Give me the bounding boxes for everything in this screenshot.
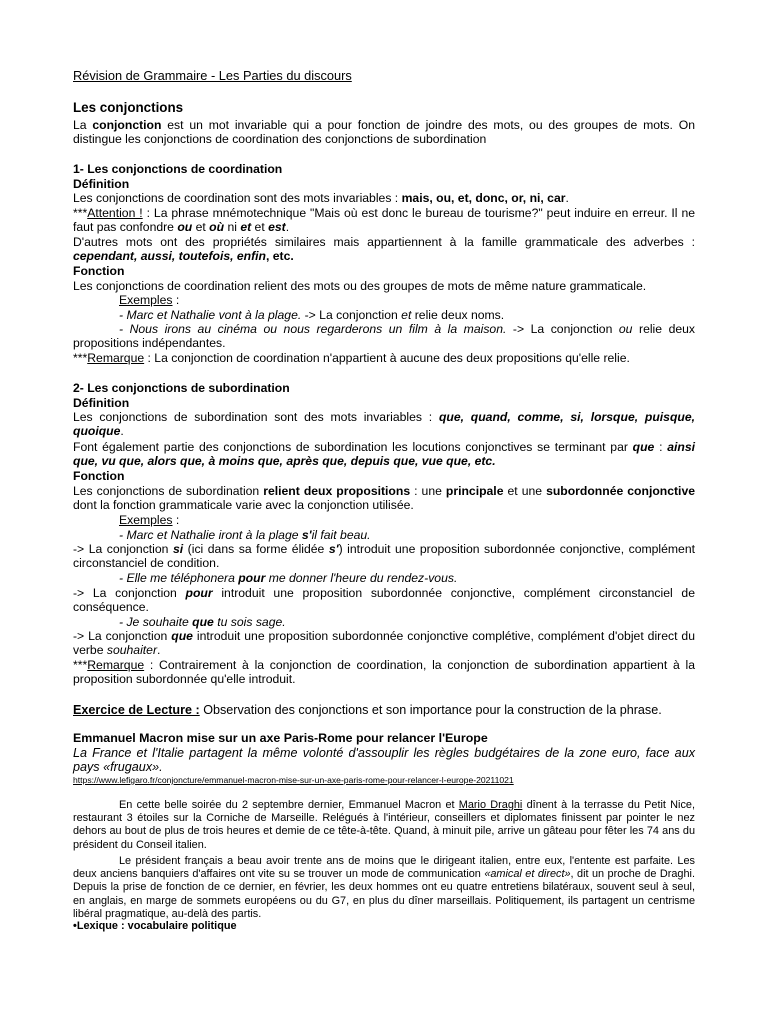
fn-text: : une [410, 484, 446, 498]
attention-and: et [192, 220, 210, 235]
example-sentence: - Nous irons au cinéma ou nous regarderons un film à la maison. [119, 322, 507, 336]
others-list: cependant, aussi, toutefois, enfin [73, 249, 266, 264]
example-conj: que [192, 615, 214, 629]
paragraph-text: En cette belle soirée du 2 septembre dernier, Emmanuel Macron et [119, 799, 459, 811]
coord-heading: 1- Les conjonctions de coordination [73, 162, 283, 176]
expl-verb: souhaiter [106, 643, 158, 658]
article-title: Emmanuel Macron mise sur un axe Paris-Rome pour relancer l'Europe [73, 731, 488, 745]
expl-text: -> La conjonction [73, 629, 172, 643]
expl-text: . [157, 643, 161, 658]
exercise-label: Exercice de Lecture : [73, 703, 200, 717]
example-sentence: - Marc et Nathalie iront à la plage [119, 528, 302, 542]
remark-text: : Contrairement à la conjonction de coordination, la conjonction de subordination appartient à la proposition subordonnée qu'elle introduit. [73, 658, 695, 687]
sub-def-list: que, quand, comme, si, lorsque, puisque, quoique [73, 410, 695, 439]
attention-ou: ou [177, 220, 193, 235]
attention-label: Attention ! [87, 206, 143, 220]
expl-text: introduit une proposition subordonnée conjonctive complétive, complément d'objet direct du verbe [73, 629, 695, 658]
loc-text: Font également partie des conjonctions de subordination les locutions conjonctives se terminant par [73, 440, 633, 454]
article-paragraph-1 [73, 799, 695, 852]
others-text: D'autres mots ont des propriétés similaires mais appartiennent à la famille grammaticale des adverbes : [73, 235, 695, 249]
coord-attention [73, 206, 695, 235]
sub-example-1-expl [73, 542, 695, 571]
expl-text: introduit une proposition subordonnée conjonctive, complément circonstanciel de conséquence. [73, 586, 695, 615]
fn-text: dont la fonction grammaticale varie avec la conjonction utilisée. [73, 498, 414, 513]
attention-stars: *** [73, 206, 88, 220]
example-expl-end: relie deux propositions indépendantes. [73, 322, 695, 351]
sub-def-end: . [120, 424, 124, 439]
sub-heading: 2- Les conjonctions de subordination [73, 381, 290, 395]
example-sentence-end: il fait beau. [311, 528, 371, 542]
coord-fn-label: Fonction [73, 264, 125, 278]
coord-fn-text: Les conjonctions de coordination relient des mots ou des groupes de mots de même nature grammaticale. [73, 279, 647, 293]
sub-fn-text [73, 484, 695, 513]
remark-label: Remarque [87, 658, 145, 672]
intro-paragraph [73, 118, 695, 147]
attention-end: . [285, 220, 290, 235]
coord-def [73, 191, 695, 205]
examples-colon: : [172, 513, 180, 527]
attention-ni: ni [224, 220, 241, 235]
expl-text: -> La conjonction [73, 586, 186, 600]
coord-example-1 [73, 308, 695, 322]
exercise-text: Observation des conjonctions et son importance pour la construction de la phrase. [199, 703, 662, 717]
page-title: Révision de Grammaire - Les Parties du discours [73, 68, 352, 83]
examples-label: Exemples [119, 293, 173, 307]
fn-bold: subordonnée conjonctive [546, 484, 695, 498]
coord-def-list: mais, ou, et, donc, or, ni, car [401, 191, 566, 205]
example-expl: -> La conjonction [301, 308, 402, 322]
example-conj: ou [618, 322, 633, 336]
expl-conj: pour [185, 586, 213, 600]
coord-def-text: Les conjonctions de coordination sont des mots invariables : [73, 191, 402, 205]
draghi-link[interactable]: Mario Draghi [458, 799, 523, 811]
expl-text: ) introduit une proposition subordonnée conjonctive, complément circonstanciel de condition. [73, 542, 695, 571]
attention-ou-accent: où [209, 220, 225, 235]
section-heading: Les conjonctions [73, 100, 184, 115]
sub-def [73, 410, 695, 439]
sub-example-2 [73, 571, 695, 585]
expl-text: -> La conjonction [73, 542, 173, 556]
intro-text: La [73, 118, 93, 132]
example-expl: -> La conjonction [506, 322, 619, 336]
example-sentence: - Elle me téléphonera [119, 571, 239, 585]
remark-stars: *** [73, 351, 88, 365]
sub-example-2-expl [73, 586, 695, 615]
sub-def-label: Définition [73, 396, 130, 410]
remark-label: Remarque [87, 351, 145, 365]
paragraph-text: dînent à la terrasse du Petit Nice, restaurant 3 étoiles sur la Corniche de Marseille. Relégués à l'intérieur, conseillers et diplomates finissent par pointer le nez dehors au bout de plus de trois heures et demie de ce tête-à-tête. Quand, à minuit pile, arrive un gâteau pour fêter les 74 ans du président du Conseil italien. [73, 799, 695, 851]
remark-stars: *** [73, 658, 88, 672]
attention-est: est [268, 220, 286, 235]
fn-text: Les conjonctions de subordination [73, 484, 264, 498]
sub-example-1 [73, 528, 695, 542]
coord-def-end: . [565, 191, 569, 205]
fn-text: et une [503, 484, 547, 498]
sub-examples-label [73, 513, 695, 527]
example-conj: pour [238, 571, 266, 585]
sub-fn-label: Fonction [73, 469, 125, 483]
sub-example-3-expl [73, 629, 695, 658]
article-subtitle: La France et l'Italie partagent la même volonté d'assouplir les règles budgétaires de la zone euro, face aux pays «frugaux». [73, 746, 695, 775]
expl-conj: si [172, 542, 184, 556]
intro-text-rest: est un mot invariable qui a pour fonction de joindre des mots, ou des groupes de mots. On distingue les conjonctions de coordination des conjonctions de subordination [73, 118, 695, 147]
example-sentence: - Je souhaite [119, 615, 193, 629]
sub-example-3 [73, 615, 695, 629]
example-expl-end: relie deux noms. [411, 308, 505, 322]
fn-bold: principale [445, 484, 504, 498]
sub-locutions [73, 440, 695, 469]
example-conj: et [401, 308, 412, 322]
paragraph-text: , dit un proche de Draghi. Depuis la prise de fonction de ce dernier, en février, les deux hommes ont eu quatre entretiens bilatéraux, souvent seul à seul, en anglais, en marge de sommets européens ou du G7, en plus du dîner marseillais. Politiquement, ils partagent un centrisme libéral pragmatique, au-delà des partis. [73, 868, 695, 920]
expl-conj: que [171, 629, 193, 643]
loc-que: que [632, 440, 655, 454]
paragraph-quote: «amical et direct» [484, 868, 571, 881]
coord-remark [73, 351, 695, 365]
example-sentence-end: tu sois sage. [213, 615, 286, 629]
fn-bold: relient deux propositions [263, 484, 411, 498]
attention-et: et [240, 220, 252, 235]
exercise-line [73, 703, 695, 717]
attention-and-2: et [251, 220, 269, 235]
example-sentence: - Marc et Nathalie vont à la plage. [119, 308, 302, 322]
coord-def-label: Définition [73, 177, 130, 191]
sub-remark [73, 658, 695, 687]
article-url-link[interactable]: https://www.lefigaro.fr/conjoncture/emmanuel-macron-mise-sur-un-axe-paris-rome-pour-relancer-l-europe-20211021 [73, 775, 514, 785]
sub-def-text: Les conjonctions de subordination sont des mots invariables : [73, 410, 439, 424]
coord-examples-label [73, 293, 695, 307]
coord-example-2 [73, 322, 695, 351]
example-sentence-end: me donner l'heure du rendez-vous. [265, 571, 458, 585]
examples-label: Exemples [119, 513, 173, 527]
coord-others [73, 235, 695, 264]
expl-conj: s' [328, 542, 339, 556]
attention-text: : La phrase mnémotechnique "Mais où est donc le bureau de tourisme?" peut induire en erreur. Il ne faut pas confondre [73, 206, 696, 235]
intro-keyword: conjonction [92, 118, 162, 132]
loc-list: ainsi que, vu que, alors que, à moins que, après que, depuis que, vue que, etc. [73, 440, 695, 469]
loc-colon: : [654, 440, 668, 454]
lexique-label: •Lexique : vocabulaire politique [73, 920, 237, 932]
others-end: , etc. [266, 249, 294, 264]
example-conj: s' [301, 528, 312, 542]
expl-text: (ici dans sa forme élidée [183, 542, 329, 556]
examples-colon: : [172, 293, 180, 307]
article-paragraph-2 [73, 855, 695, 921]
remark-text: : La conjonction de coordination n'appartient à aucune des deux propositions qu'elle relie. [144, 351, 630, 365]
paragraph-text: Le président français a beau avoir trente ans de moins que le dirigeant italien, entre eux, l'entente est parfaite. Les deux anciens banquiers d'affaires ont vite su se trouver un mode de communication [73, 855, 695, 881]
